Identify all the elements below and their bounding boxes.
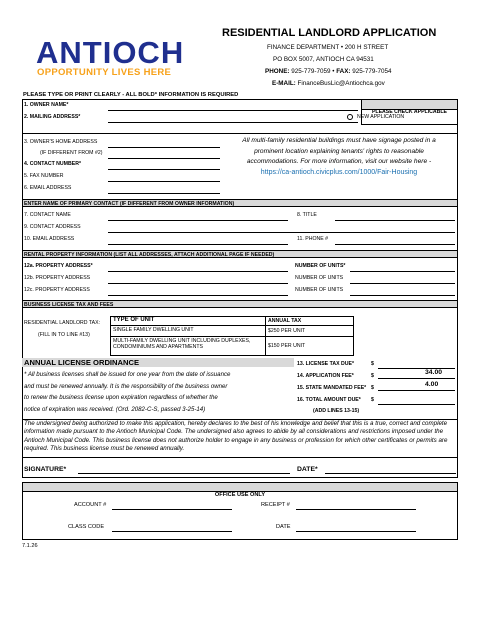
contact-phone-label: 11. PHONE # (297, 236, 329, 242)
application-fee-value: 34.00 (425, 369, 443, 376)
logo-tagline: OPPORTUNITY LIVES HERE (37, 67, 172, 78)
contact-phone-field[interactable] (335, 235, 455, 245)
home-address-note: (IF DIFFERENT FROM #2) (40, 150, 103, 156)
office-date-label: DATE (276, 524, 291, 530)
notice-line-3: accommodations. For more information, visit our website here - (246, 158, 432, 165)
add-lines-note: (ADD LINES 13-15) (313, 408, 360, 414)
check-applicable-header (361, 100, 457, 115)
ordinance-line-2: and must be renewed annually. It is the responsibility of the business owner (24, 382, 228, 390)
units-c-field[interactable] (350, 286, 455, 296)
mailing-address-label: 2. MAILING ADDRESS* (24, 114, 81, 120)
total-due-field[interactable] (378, 395, 455, 405)
phone-number: 925-779-7059 (291, 68, 331, 75)
contact-email-field[interactable] (108, 235, 288, 245)
class-code-field[interactable] (112, 522, 232, 532)
fair-housing-link[interactable]: https://ca-antioch.civicplus.com/1000/Fair-Housing (260, 168, 418, 176)
landlord-tax-note: (FILL IN TO LINE #13) (38, 332, 90, 338)
contact-name-label: 7. CONTACT NAME (24, 212, 71, 218)
contact-title-label: 8. TITLE (297, 212, 317, 218)
signature-field[interactable] (78, 464, 290, 474)
receipt-label: RECEIPT # (261, 502, 290, 508)
single-family-type: SINGLE FAMILY DWELLING UNIT (113, 327, 194, 333)
form-version: 7.1.26 (22, 543, 38, 549)
po-box: PO BOX 5007, ANTIOCH CA 94531 (273, 56, 374, 63)
ordinance-line-4: notice of expiration was received. (Ord. 2082-C-S, passed 3-25-14) (24, 405, 206, 413)
class-code-label: CLASS CODE (68, 524, 105, 530)
contact-email-label: 10. EMAIL ADDRESS (24, 236, 75, 242)
contact-address-label: 9. CONTACT ADDRESS (24, 224, 81, 230)
multi-family-tax: $150 PER UNIT (268, 343, 306, 349)
office-use-header (23, 483, 457, 498)
signage-notice (222, 136, 456, 178)
account-field[interactable] (112, 500, 232, 510)
notice-line-2: prominent location explaining tenants' rights to reasonable (254, 147, 424, 155)
rental-section-header: RENTAL PROPERTY INFORMATION (LIST ALL ADDRESSES, ATTACH ADDITIONAL PAGE IF NEEDED) (23, 250, 457, 258)
date-field[interactable] (325, 464, 456, 474)
instruction: PLEASE TYPE OR PRINT CLEARLY - ALL BOLD* INFORMATION IS REQUIRED (23, 92, 239, 98)
unit-type-header: TYPE OF UNIT (113, 317, 155, 323)
property-address-a-field[interactable] (108, 262, 288, 272)
contact-name-field[interactable] (108, 211, 288, 221)
state-fee-label: 15. STATE MANDATED FEE* (297, 385, 367, 391)
single-family-tax: $250 PER UNIT (268, 328, 306, 334)
units-b-field[interactable] (350, 274, 455, 284)
account-label: ACCOUNT # (74, 502, 107, 508)
units-b-label: NUMBER OF UNITS (295, 275, 344, 281)
fax-number-field[interactable] (108, 172, 220, 182)
multi-family-type: MULTI-FAMILY DWELLING UNIT INCLUDING DUPLEXES, CONDOMINIUMS AND APARTMENTS (113, 338, 251, 350)
finance-dept: FINANCE DEPARTMENT • 200 H STREET (267, 44, 389, 51)
property-address-b-field[interactable] (108, 274, 288, 284)
contact-number-label: 4. CONTACT NUMBER* (24, 161, 81, 167)
new-application-label: NEW APPLICATION (357, 114, 405, 120)
state-fee-underline (378, 390, 455, 391)
owner-divider (22, 133, 458, 134)
contact-title-field[interactable] (335, 211, 455, 221)
fax-number: 925-779-7054 (352, 68, 392, 75)
email-address-label: 6. EMAIL ADDRESS (24, 185, 72, 191)
phone-label: PHONE: (265, 68, 290, 75)
email-line (272, 80, 385, 88)
contact-number-field[interactable] (108, 160, 220, 170)
antioch-logo (36, 36, 196, 82)
application-fee-label: 14. APPLICATION FEE* (297, 373, 354, 379)
new-application-radio[interactable] (347, 114, 353, 120)
declaration-bottom-border (22, 457, 458, 458)
signature-label: SIGNATURE* (24, 466, 67, 473)
total-due-label: 16. TOTAL AMOUNT DUE* (297, 397, 361, 403)
ordinance-text (24, 369, 230, 415)
mailing-address-field[interactable] (108, 113, 358, 123)
office-use-label: OFFICE USE ONLY (214, 492, 266, 498)
ordinance-line-3: to renew the business license upon expiration regardless of whether the (24, 394, 218, 401)
ordinance-title: ANNUAL LICENSE ORDINANCE (24, 358, 140, 367)
units-a-field[interactable] (350, 262, 455, 272)
owner-name-label: 1. OWNER NAME* (24, 102, 69, 108)
receipt-field[interactable] (296, 500, 416, 510)
home-address-label: 3. OWNER'S HOME ADDRESS (24, 139, 98, 145)
check-applicable-label: PLEASE CHECK APPLICABLE (371, 109, 448, 115)
contact-section-header: ENTER NAME OF PRIMARY CONTACT (IF DIFFERENT FROM OWNER INFORMATION) (23, 199, 457, 207)
property-address-b-label: 12b. PROPERTY ADDRESS (24, 275, 91, 281)
date-label: DATE* (297, 466, 318, 473)
property-address-a-label: 12a. PROPERTY ADDRESS* (24, 263, 93, 269)
total-due-dollar: $ (371, 397, 374, 403)
state-fee-value: 4.00 (425, 381, 439, 388)
license-tax-due-label: 13. LICENSE TAX DUE* (297, 361, 354, 367)
fax-label: FAX: (336, 68, 351, 75)
notice-line-1: All multi-family residential buildings must have signage posted in a (242, 137, 436, 144)
fees-section-header: BUSINESS LICENSE TAX AND FEES (23, 300, 457, 308)
ordinance-line-1: * All business licenses shall be issued for one year from the date of issuance (24, 371, 231, 378)
owner-name-field[interactable] (108, 101, 358, 111)
email-address: FinanceBusLic@Antiochca.gov (297, 80, 385, 87)
logo-brand: ANTIOCH (36, 35, 185, 70)
declaration-text: The undersigned being authorized to make this application, hereby declares to the best of his knowledge and belief that this is a true, correct and complete information made pursuant to the Antioch Municipal Code. The undersigned also agrees to abide by all considerations and restrictions imposed under the Antioch Municipal Code. This business license does not authorize holder to engage in any business or profession for which other certificates or permits are required. This business license must be renewed annually. (24, 420, 448, 453)
contact-address-field[interactable] (108, 223, 455, 233)
landlord-tax-label: RESIDENTIAL LANDLORD TAX: (24, 320, 101, 326)
application-fee-underline (378, 378, 455, 379)
phone-fax: PHONE: 925-779-7059 • FAX: 925-779-7054 (265, 68, 392, 75)
annual-tax-header: ANNUAL TAX (268, 318, 302, 324)
property-address-c-field[interactable] (108, 286, 288, 296)
units-a-label: NUMBER OF UNITS* (295, 263, 346, 269)
fax-number-label: 5. FAX NUMBER (24, 173, 64, 179)
license-tax-due-dollar: $ (371, 361, 374, 367)
property-address-c-label: 12c. PROPERTY ADDRESS (24, 287, 90, 293)
home-address-field-2[interactable] (108, 149, 220, 159)
form-title: RESIDENTIAL LANDLORD APPLICATION (222, 27, 437, 39)
application-fee-dollar: $ (371, 373, 374, 379)
office-date-field[interactable] (296, 522, 416, 532)
license-tax-due-field[interactable] (378, 359, 455, 369)
email-label: E-MAIL: (272, 80, 296, 87)
state-fee-dollar: $ (371, 385, 374, 391)
email-address-field[interactable] (108, 184, 220, 194)
units-c-label: NUMBER OF UNITS (295, 287, 344, 293)
home-address-field[interactable] (108, 138, 220, 148)
